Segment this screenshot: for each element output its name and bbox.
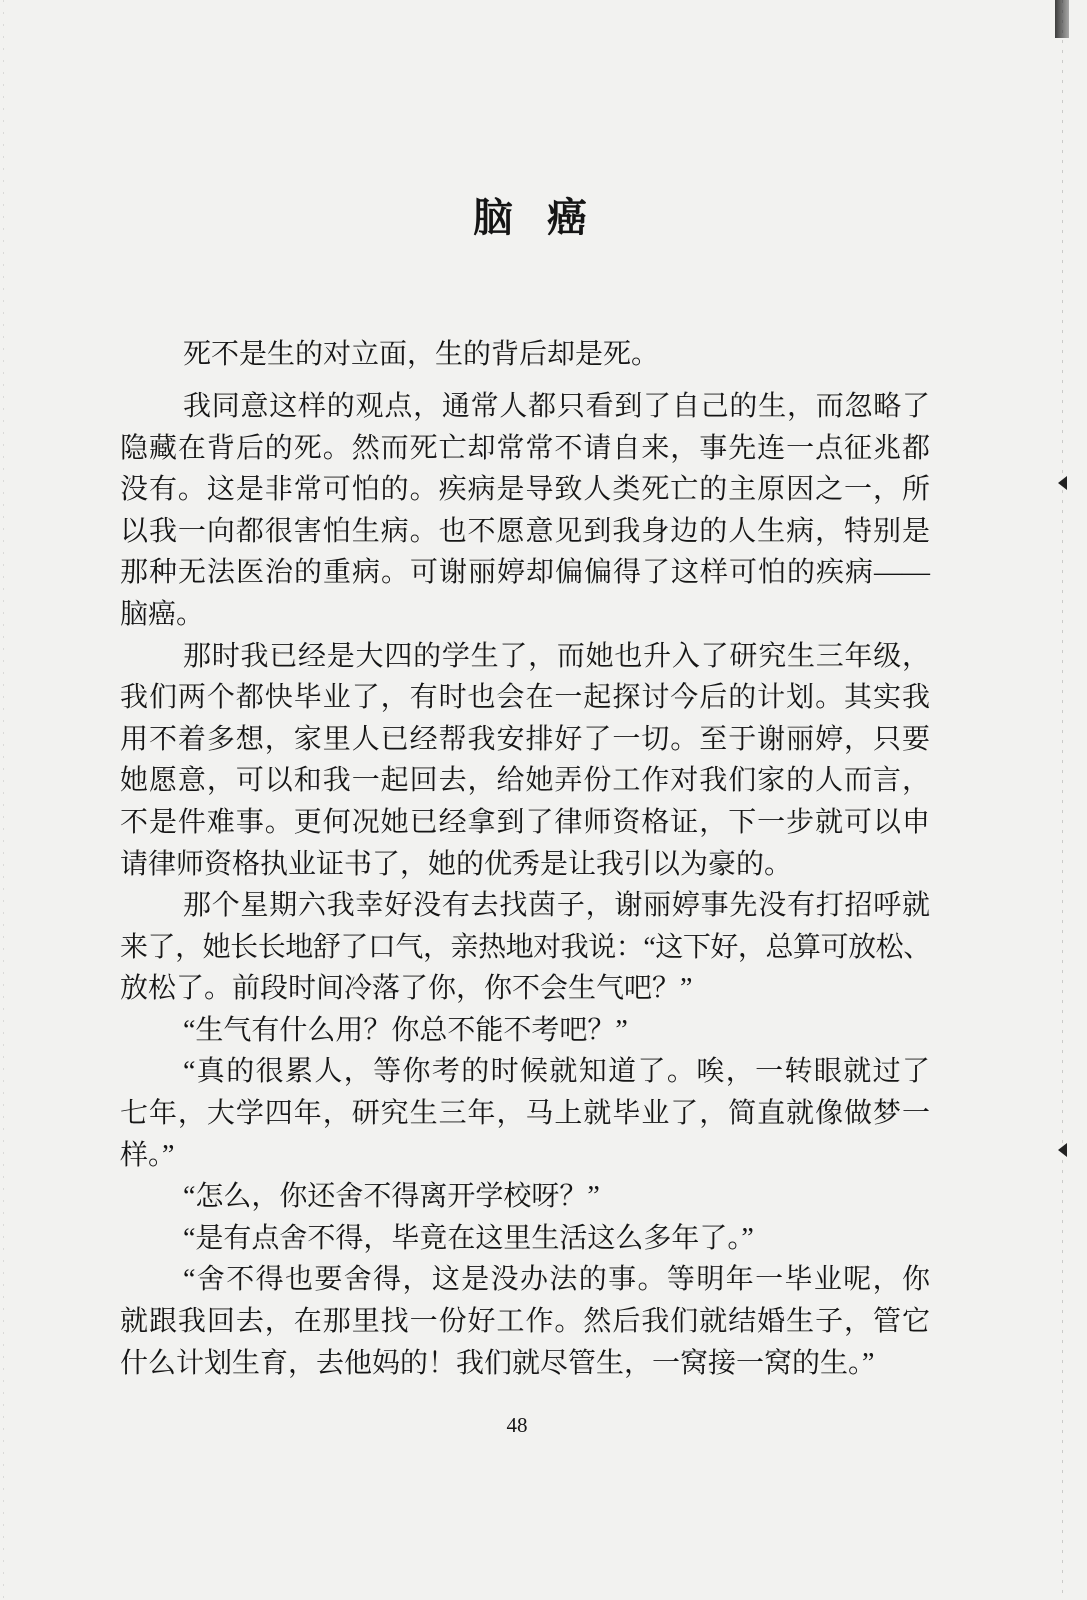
text-line: “舍不得也要舍得，这是没办法的事。等明年一毕业呢，你 — [183, 1264, 930, 1296]
chapter-title: 脑癌 — [473, 195, 621, 240]
paragraph — [120, 636, 930, 886]
chapter-body — [120, 334, 930, 1384]
paragraph — [120, 1218, 930, 1260]
text-line: 她愿意，可以和我一起回去，给她弄份工作对我们家的人而言， — [120, 765, 930, 797]
text-line: 放松了。前段时间冷落了你，你不会生气吧？” — [120, 973, 693, 1005]
text-line: 以我一向都很害怕生病。也不愿意见到我身边的人生病，特别是 — [120, 515, 930, 547]
text-line: “怎么，你还舍不得离开学校呀？” — [183, 1181, 600, 1213]
text-line: 就跟我回去，在那里找一份好工作。然后我们就结婚生子，管它 — [120, 1306, 930, 1338]
text-line: “真的很累人，等你考的时候就知道了。唉，一转眼就过了 — [183, 1056, 930, 1088]
page-number: 48 — [506, 1413, 528, 1437]
paragraph — [120, 1259, 930, 1384]
paragraph — [120, 885, 930, 1010]
text-line: 请律师资格执业证书了，她的优秀是让我引以为豪的。 — [120, 848, 793, 880]
scan-corner-shadow — [1055, 0, 1069, 38]
text-line: 那时我已经是大四的学生了，而她也升入了研究生三年级， — [183, 640, 930, 672]
text-line: 什么计划生育，去他妈的！我们就尽管生，一窝接一窝的生。” — [120, 1347, 875, 1379]
text-line: 那种无法医治的重病。可谢丽婷却偏偏得了这样可怕的疾病—— — [120, 557, 930, 589]
text-line: 没有。这是非常可怕的。疾病是导致人类死亡的主原因之一，所 — [120, 474, 930, 506]
text-line: 七年，大学四年，研究生三年，马上就毕业了，简直就像做梦一 — [120, 1098, 930, 1130]
text-line: 不是件难事。更何况她已经拿到了律师资格证，下一步就可以申 — [120, 806, 930, 838]
text-line: 我们两个都快毕业了，有时也会在一起探讨今后的计划。其实我 — [120, 682, 930, 714]
text-line: “生气有什么用？你总不能不考吧？” — [183, 1014, 628, 1046]
paragraph — [120, 1176, 930, 1218]
paragraph — [120, 334, 930, 376]
scan-edge-right — [1062, 0, 1063, 1600]
text-line: 隐藏在背后的死。然而死亡却常常不请自来，事先连一点征兆都 — [120, 432, 930, 464]
text-line: “是有点舍不得，毕竟在这里生活这么多年了。” — [183, 1222, 754, 1254]
text-line: 脑癌。 — [120, 598, 205, 630]
paragraph — [120, 386, 930, 636]
text-line: 那个星期六我幸好没有去找茵子，谢丽婷事先没有打招呼就 — [183, 890, 930, 922]
paragraph — [120, 1051, 930, 1176]
text-line: 我同意这样的观点，通常人都只看到了自己的生，而忽略了 — [183, 390, 930, 422]
scan-mark — [1058, 476, 1067, 490]
text-line: 样。” — [120, 1139, 175, 1171]
paragraph — [120, 1010, 930, 1052]
text-line: 死不是生的对立面，生的背后却是死。 — [183, 339, 660, 370]
text-line: 用不着多想，家里人已经帮我安排好了一切。至于谢丽婷，只要 — [120, 723, 930, 755]
text-line: 来了，她长长地舒了口气，亲热地对我说：“这下好，总算可放松、 — [120, 931, 930, 963]
scan-mark — [1058, 1143, 1067, 1157]
